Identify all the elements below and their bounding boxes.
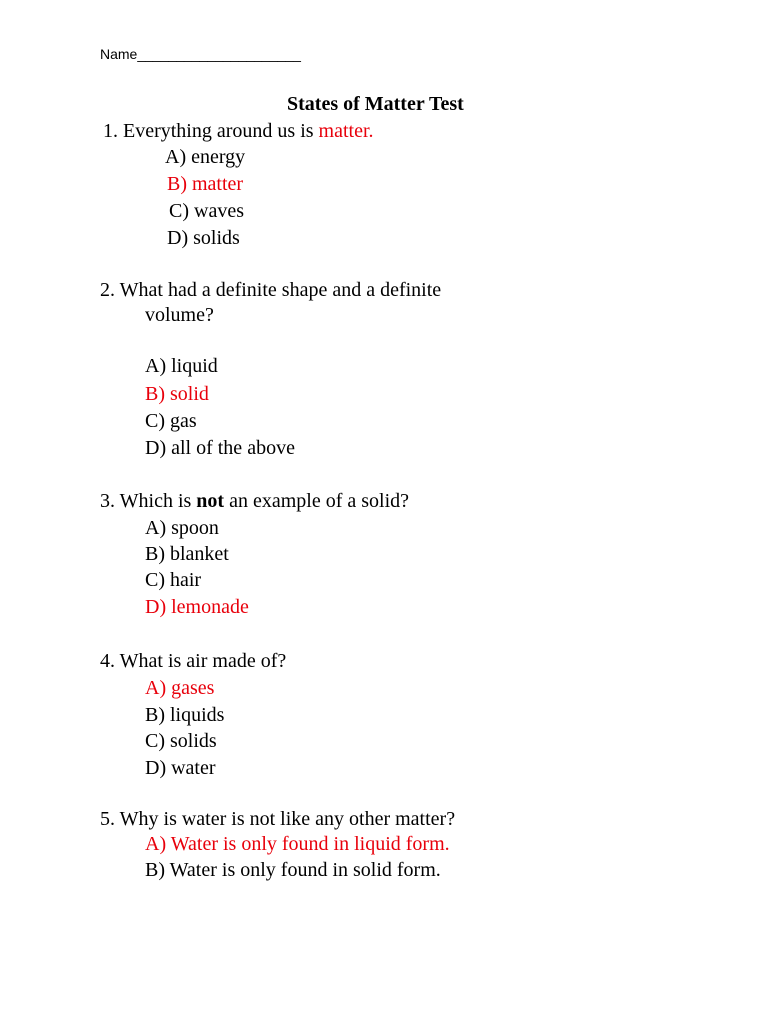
question-2-option-d: D) all of the above (145, 437, 295, 459)
question-1-text: 1. Everything around us is (103, 120, 319, 142)
question-2-option-a: A) liquid (145, 355, 218, 377)
question-3-option-b: B) blanket (145, 543, 229, 565)
question-2-stem-line-1: 2. What had a definite shape and a definite (100, 279, 442, 301)
question-5-option-a: A) Water is only found in liquid form. (145, 833, 450, 855)
question-4-stem: 4. What is air made of? (100, 650, 287, 672)
question-3-stem (100, 489, 409, 513)
question-3-text-end: an example of a solid? (224, 490, 410, 512)
question-1-option-b: B) matter (167, 173, 244, 195)
question-1-highlight: matter. (318, 120, 374, 142)
question-3-option-d: D) lemonade (145, 596, 249, 618)
question-3-option-a: A) spoon (145, 517, 219, 539)
question-1-option-d: D) solids (167, 227, 240, 249)
question-3-emphasis: not (196, 490, 225, 512)
question-4-option-d: D) water (145, 757, 216, 779)
question-4-option-c: C) solids (145, 730, 217, 752)
question-5-stem: 5. Why is water is not like any other matter? (100, 808, 456, 830)
question-4-option-b: B) liquids (145, 704, 225, 726)
question-4-option-a: A) gases (145, 677, 215, 699)
question-2-option-c: C) gas (145, 410, 197, 432)
name-field: Name_____________________ (100, 46, 301, 62)
question-1-stem (103, 119, 374, 143)
question-3-option-c: C) hair (145, 569, 202, 591)
question-2-stem-line-2: volume? (145, 304, 214, 326)
question-1-option-c: C) waves (169, 200, 244, 222)
question-1-option-a: A) energy (165, 146, 246, 168)
question-5-option-b: B) Water is only found in solid form. (145, 859, 441, 881)
question-2-option-b: B) solid (145, 383, 209, 405)
page-title: States of Matter Test (287, 93, 464, 115)
question-3-text-start: 3. Which is (100, 490, 197, 512)
